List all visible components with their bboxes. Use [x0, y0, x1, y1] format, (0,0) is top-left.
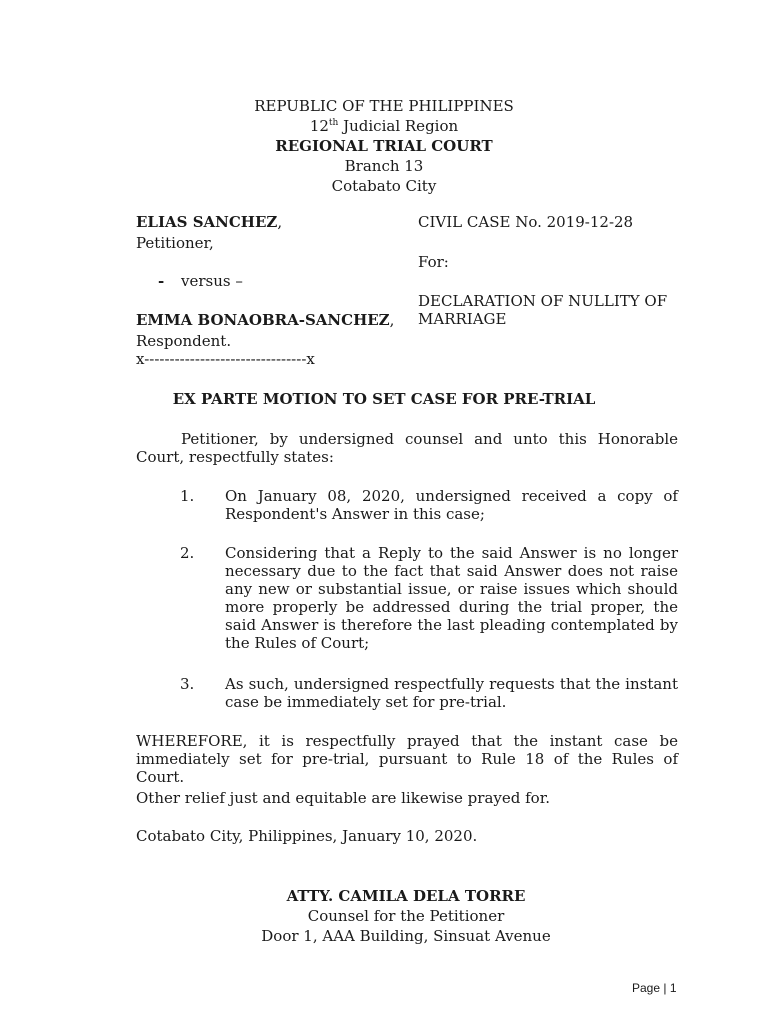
- page-footer: [632, 979, 677, 997]
- case-nature-line-2: MARRIAGE: [418, 310, 507, 328]
- branch-line: Branch 13: [344, 157, 424, 175]
- counsel-address: Door 1, AAA Building, Sinsuat Avenue: [261, 927, 551, 945]
- motion-title: EX PARTE MOTION TO SET CASE FOR PRE-TRIAL: [172, 390, 596, 408]
- region-text: Judicial Region: [338, 117, 459, 135]
- intro-paragraph: Petitioner, by undersigned counsel and unto this Honorable Court, respectfully states:: [136, 430, 678, 466]
- region-ordinal: th: [328, 118, 339, 128]
- item-text: On January 08, 2020, undersigned received a copy of Respondent's Answer in this case;: [225, 487, 678, 523]
- page-separator: |: [663, 981, 667, 995]
- court-header: [0, 96, 768, 196]
- other-relief-paragraph: Other relief just and equitable are likewise prayed for.: [136, 789, 550, 807]
- respondent-name: EMMA BONAOBRA-SANCHEZ: [136, 311, 390, 329]
- page-number: 1: [669, 981, 677, 995]
- case-nature-line-1: DECLARATION OF NULLITY OF: [418, 292, 668, 310]
- page-label: Page: [632, 981, 661, 995]
- counsel-name: ATTY. CAMILA DELA TORRE: [286, 887, 526, 905]
- versus-dash: -: [158, 272, 165, 290]
- caption-rule-line: x--------------------------------x: [136, 350, 315, 368]
- court-name: REGIONAL TRIAL COURT: [275, 137, 493, 155]
- versus-text: versus –: [181, 272, 243, 290]
- for-label: For:: [418, 253, 449, 271]
- respondent-role: Respondent.: [136, 332, 232, 350]
- judicial-region-line: [0, 116, 768, 136]
- counsel-role: Counsel for the Petitioner: [307, 907, 505, 925]
- region-number: 12: [309, 117, 329, 135]
- item-number: 3.: [180, 675, 195, 693]
- wherefore-paragraph: WHEREFORE, it is respectfully prayed that the instant case be immediately set for pre-trial, pursuant to Rule 18 of the Rules of Court.: [136, 732, 678, 786]
- respondent-comma: ,: [389, 311, 395, 329]
- item-number: 2.: [180, 544, 195, 562]
- item-text: Considering that a Reply to the said Answer is no longer necessary due to the fact that said Answer does not raise any new or substantial issue, or raise issues which should more properly be addressed during the trial proper, the said Answer is therefore the last pleading contemplated by the Rules of Court;: [225, 544, 678, 652]
- place-date: Cotabato City, Philippines, January 10, 2020.: [136, 827, 478, 845]
- case-number: CIVIL CASE No. 2019-12-28: [418, 213, 634, 231]
- respondent-line: [136, 311, 394, 329]
- petitioner-line: [136, 213, 282, 231]
- item-text: As such, undersigned respectfully requests that the instant case be immediately set for pre-trial.: [225, 675, 678, 711]
- item-number: 1.: [180, 487, 195, 505]
- republic-line: REPUBLIC OF THE PHILIPPINES: [254, 97, 514, 115]
- petitioner-comma: ,: [277, 213, 283, 231]
- signature-block: [0, 887, 768, 945]
- petitioner-name: ELIAS SANCHEZ: [136, 213, 278, 231]
- city-line: Cotabato City: [331, 177, 437, 195]
- petitioner-role: Petitioner,: [136, 234, 214, 252]
